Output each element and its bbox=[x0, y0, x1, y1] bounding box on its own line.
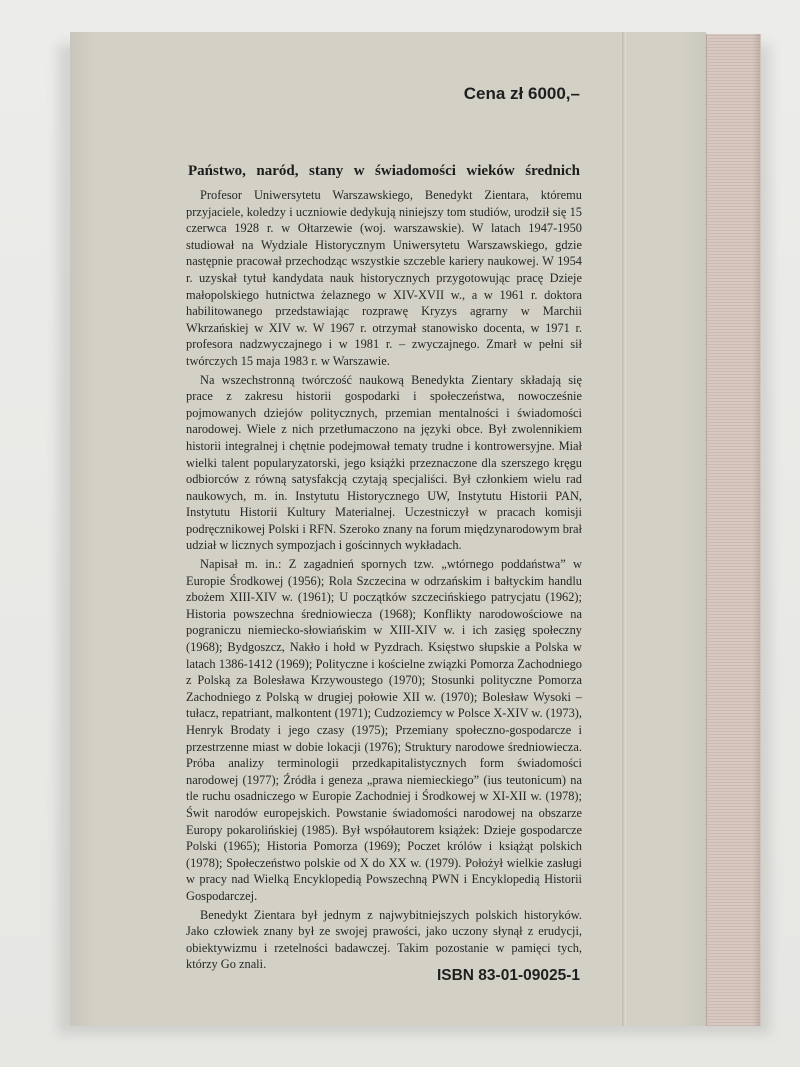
price-label: Cena zł 6000,– bbox=[463, 84, 580, 103]
paragraph-biography: Profesor Uniwersytetu Warszawskiego, Benedykt Zientara, któremu przyjaciele, koledzy i uczniowie dedykują niniejszy tom studiów, urodził się 15 czerwca 1928 r. w Ołtarzewie (woj. warszawskie). W latach 1947-1950 studiował na Wydziale Historycznym Uniwersytetu Warszawskiego, gdzie następnie pracował przechodząc wszystkie szczeble kariery naukowej. W 1954 r. uzyskał tytuł kandydata nauk historycznych przygotowując pracę Dzieje małopolskiego hutnictwa żelaznego w XIV-XVII w., a w 1961 r. doktora habilitowanego przedstawiając rozprawę Kryzys agrarny w Marchii Wkrzańskiej w XIV w. W 1967 r. otrzymał stanowisko docenta, w 1971 r. profesora nadzwyczajnego i w 1981 r. – zwyczajnego. Zmarł w pełni sił twórczych 15 maja 1983 r. w Warszawie. bbox=[186, 188, 582, 368]
spine-edge bbox=[752, 34, 760, 1026]
paragraph-bibliography: Napisał m. in.: Z zagadnień spornych tzw. „wtórnego poddaństwa” w Europie Środkowej (1956); Rola Szczecina w odrzańskim i bałtyckim handlu zbożem XIII-XIV w. (1961); U początków szczecińskiego patrycjatu (1962); Historia powszechna średniowiecza (1968); Konflikty narodowościowe na pograniczu niemiecko-słowiańskim w XIII-XIV w. i ich zasięg społeczny (1968); Bydgoszcz, Nakło i hołd w Pyzdrach. Księstwo słupskie a Polska w latach 1386-1412 (1969); Polityczne i kościelne związki Pomorza Zachodniego z Polską za Bolesława Krzywoustego (1970); Stosunki polityczne Pomorza Zachodniego z Polską w drugiej połowie XII w. (1970); Bolesław Wysoki – tułacz, repatriant, malkontent (1971); Cudzoziemcy w Polsce X-XIV w. (1973), Henryk Brodaty i jego czasy (1975); Przemiany społeczno-gospodarcze i przestrzenne miast w dobie lokacji (1976); Struktury narodowe średniowiecza. Próba analizy terminologii przedkapitalistycznych form świadomości narodowej (1977); Źródła i geneza „prawa niemieckiego” (ius teutonicum) na tle ruchu osadniczego w Europie Zachodniej i Środkowej w XI-XII w. (1978); Świt narodów europejskich. Powstanie świadomości narodowej na obszarze Europy pokarolińskiej (1985). Był współautorem książek: Dzieje gospodarcze Polski (1965); Historia Pomorza (1969); Poczet królów i książąt polskich (1978); Społeczeństwo polskie od X do XX w. (1979). Położył wielkie zasługi w pracy nad Wielką Encyklopedią Powszechną PWN i Encyklopedią Historii Gospodarczej. bbox=[186, 557, 582, 903]
book-title: Państwo, naród, stany w świadomości wieków średnich bbox=[188, 163, 580, 179]
description-text bbox=[186, 187, 582, 973]
paragraph-tribute: Benedykt Zientara był jednym z najwybitniejszych polskich historyków. Jako człowiek znany był ze swojej prawości, jako uczony słynął z erudycji, obiektywizmu i rzetelności badawczej. Takim pozostanie w pamięci tych, którzy Go znali. bbox=[186, 907, 582, 972]
isbn-label: ISBN 83-01-09025-1 bbox=[436, 967, 580, 984]
paragraph-scholarship: Na wszechstronną twórczość naukową Benedykta Zientary składają się prace z zakresu historii gospodarki i społeczeństwa, nowocześnie pojmowanych dziejów politycznych, przemian mentalności i świadomości narodowej. Wiele z nich przetłumaczono na języki obce. Był zwolennikiem historii integralnej i chętnie podejmował tematy trudne i kontrowersyjne. Miał wielki talent popularyzatorski, jego książki przeznaczone dla szerszego kręgu odbiorców z równą satysfakcją czytają specjaliści. Był członkiem wielu rad naukowych, m. in. Instytutu Historycznego UW, Instytutu Historii PAN, Instytutu Historii Kultury Materialnej. Uczestniczył w pracach komisji podręcznikowej Polski i RFN. Szeroko znany na forum międzynarodowym brał udział w licznych sympozjach i gościnnych wykładach. bbox=[186, 372, 582, 553]
cover-hinge bbox=[622, 32, 626, 1026]
